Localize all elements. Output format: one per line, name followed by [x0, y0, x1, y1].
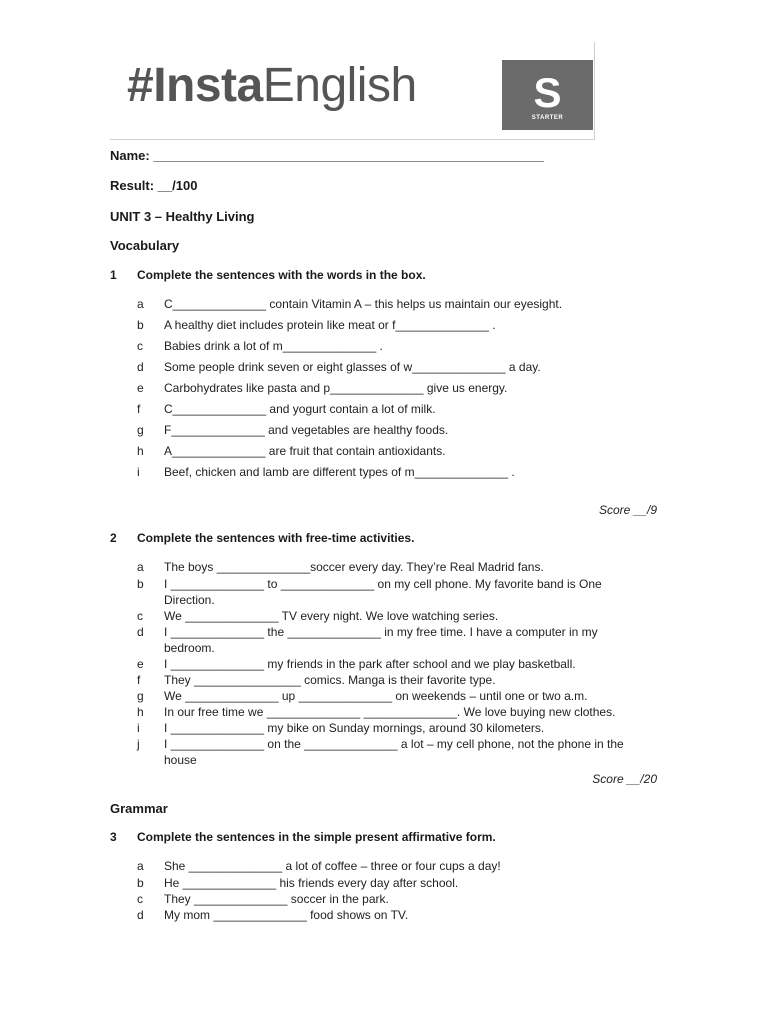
exercise-2-item: b I ______________ to ______________ on my cell phone. My favorite band is One Direction.: [137, 577, 602, 607]
exercise-2-heading: [110, 531, 414, 545]
level-badge: [502, 60, 593, 130]
unit-title: UNIT 3 – Healthy Living: [110, 209, 255, 224]
logo-banner: [110, 42, 595, 140]
exercise-3-item: c They ______________ soccer in the park.: [137, 892, 389, 906]
exercise-1-instruction: Complete the sentences with the words in the box.: [137, 268, 426, 282]
exercise-2-instruction: Complete the sentences with free-time activities.: [137, 531, 415, 545]
exercise-1-item: h A______________ are fruit that contain antioxidants.: [137, 444, 446, 458]
exercise-2-score: Score __/20: [592, 772, 657, 786]
exercise-2-item: d I ______________ the ______________ in my free time. I have a computer in my bedroom.: [137, 625, 598, 655]
exercise-1-number: 1: [110, 268, 117, 282]
exercise-2-item: f They ________________ comics. Manga is their favorite type.: [137, 673, 496, 687]
exercise-2-item: i I ______________ my bike on Sunday mornings, around 30 kilometers.: [137, 721, 545, 735]
exercise-2-item: e I ______________ my friends in the park after school and we play basketball.: [137, 657, 576, 671]
section-grammar: Grammar: [110, 801, 168, 816]
exercise-1-item: a C______________ contain Vitamin A – this helps us maintain our eyesight.: [137, 297, 563, 311]
exercise-1-item: e Carbohydrates like pasta and p______________ give us energy.: [137, 381, 508, 395]
exercise-3-item: b He ______________ his friends every day after school.: [137, 876, 459, 890]
exercise-3-number: 3: [110, 830, 117, 844]
level-letter: S: [533, 69, 562, 116]
exercise-2-number: 2: [110, 531, 117, 545]
logo-wordmark: [127, 59, 417, 112]
exercise-1-item: g F______________ and vegetables are healthy foods.: [137, 423, 449, 437]
exercise-1-item: i Beef, chicken and lamb are different types of m______________ .: [137, 465, 515, 479]
exercise-2-item: j I ______________ on the ______________ a lot – my cell phone, not the phone in the house: [137, 737, 624, 767]
exercise-1-heading: [110, 268, 426, 282]
exercise-3-instruction: Complete the sentences in the simple present affirmative form.: [137, 830, 496, 844]
section-vocabulary: Vocabulary: [110, 238, 180, 253]
logo-regular-text: English: [262, 59, 417, 112]
exercise-2-item: h In our free time we ______________ ______________. We love buying new clothes.: [137, 705, 616, 719]
level-label: STARTER: [531, 115, 564, 121]
exercise-2-item: a The boys ______________soccer every day. They’re Real Madrid fans.: [137, 560, 544, 574]
exercise-1-score: Score __/9: [598, 503, 657, 517]
result-field: Result: __/100: [110, 178, 198, 193]
name-field: Name: ______________________________________________________: [110, 148, 544, 163]
exercise-1-item: b A healthy diet includes protein like meat or f______________ .: [137, 318, 496, 332]
exercise-1-item: d Some people drink seven or eight glasses of w______________ a day.: [137, 360, 541, 374]
exercise-1-item: c Babies drink a lot of m______________ .: [137, 339, 383, 353]
exercise-1-item: f C______________ and yogurt contain a lot of milk.: [137, 402, 436, 416]
exercise-2-item: g We ______________ up ______________ on weekends – until one or two a.m.: [137, 689, 588, 703]
exercise-3-item: a She ______________ a lot of coffee – three or four cups a day!: [137, 859, 501, 873]
exercise-3-item: d My mom ______________ food shows on TV.: [137, 908, 409, 922]
logo-bold-text: #Insta: [127, 59, 263, 112]
exercise-3-heading: [110, 830, 496, 844]
exercise-2-item: c We ______________ TV every night. We love watching series.: [137, 609, 499, 623]
